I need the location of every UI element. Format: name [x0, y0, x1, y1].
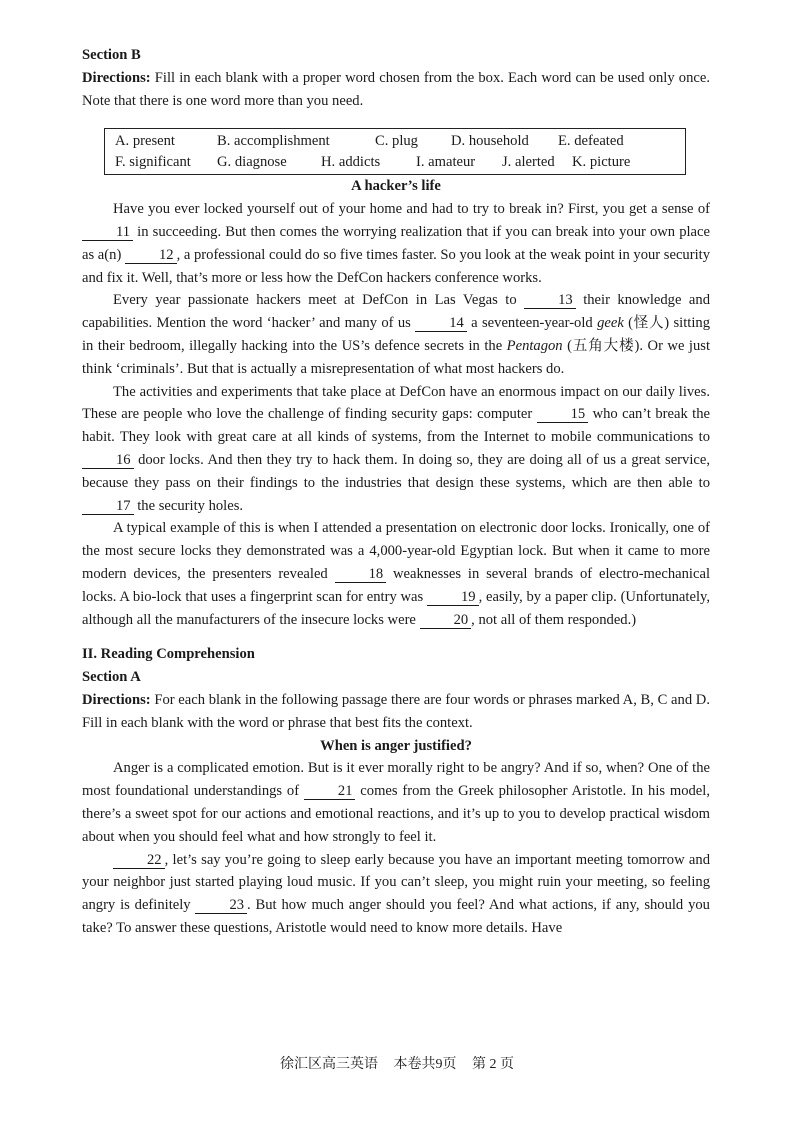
paragraph: 22 , let’s say you’re going to sleep early because you have an important meeting tomorrow and your neighbor just started playing loud music. If you can’t sleep, you might ruin your meeting, so feeling angry is definitely 23 . But how much anger should you feel? And what actions, if any, should you take? To answer these questions, Aristotle would need to know more details. Have	[82, 851, 710, 936]
blank-13[interactable]: 13	[524, 292, 576, 309]
paragraph: Anger is a complicated emotion. But is it ever morally right to be angry? And if so, when? One of the most foundational understandings of 21 comes from the Greek philosopher Aristotle. In his model, there’s a sweet spot for our actions and emotional reactions, and it’s up to you to develop practical wisdom about when you should feel what and how strongly to feel it.	[82, 760, 710, 845]
passage-title-hacker: A hacker’s life	[351, 178, 441, 195]
directions-label: Directions:	[82, 691, 151, 708]
section-b-title: Section B	[82, 47, 141, 63]
word-option: G. diagnose	[217, 154, 287, 171]
word-option: E. defeated	[558, 133, 624, 150]
reading-heading: II. Reading Comprehension	[82, 646, 255, 663]
page-footer	[0, 1054, 794, 1077]
blank-19[interactable]: 19	[427, 589, 479, 606]
paragraph: A typical example of this is when I attended a presentation on electronic door locks. Ironically, one of the most secure locks they demonstrated was a 4,000-year-old Egyptian lock. But when it came to more modern devices, the presenters revealed 18 weaknesses in several brands of electro-mechanical locks. A bio-lock that uses a fingerprint scan for entry was 19 , easily, by a paper clip. (Unfortunately, although all the manufacturers of the insecure locks were 20 , not all of them responded.)	[82, 520, 710, 628]
word-box-row-2	[115, 152, 685, 173]
word-option: B. accomplishment	[217, 133, 330, 150]
word-option: J. alerted	[502, 154, 555, 171]
passage-title-anger: When is anger justified?	[320, 737, 472, 754]
section-a-title: Section A	[82, 669, 141, 686]
footer-pages-total: 本卷共9页	[393, 1057, 457, 1072]
paragraph: The activities and experiments that take place at DefCon have an enormous impact on our daily lives. These are people who love the challenge of finding security gaps: computer 15 who can’t break the habit. They look with great care at all kinds of systems, from the Internet to mobile communications to 16 door locks. And then they try to hack them. In doing so, they are doing all of us a great service, because they pass on their findings to the industries that design these systems, which are then able to 17 the security holes.	[82, 383, 710, 514]
directions-text: Fill in each blank with a proper word chosen from the box. Each word can be used only once. Note that there is one word more than you need.	[82, 69, 710, 109]
italic-geek: geek	[597, 315, 624, 332]
blank-17[interactable]: 17	[82, 498, 134, 515]
paragraph: Every year passionate hackers meet at DefCon in Las Vegas to 13 their knowledge and capabilities. Mention the word ‘hacker’ and many of us 14 a seventeen-year-old geek (怪人) sitting in their bedroom, illegally hacking into the US’s defence secrets in the Pentagon (五角大楼). Or we just think ‘criminals’. But that is actually a misrepresentation of what most hackers do.	[82, 292, 711, 377]
blank-22[interactable]: 22	[113, 852, 165, 869]
italic-pentagon: Pentagon	[506, 337, 563, 354]
word-option: F. significant	[115, 154, 191, 171]
word-option: C. plug	[375, 133, 418, 150]
blank-15[interactable]: 15	[537, 406, 589, 423]
word-box-row-1	[115, 131, 685, 152]
directions-label: Directions:	[82, 69, 151, 86]
word-option: K. picture	[572, 154, 631, 171]
word-option: A. present	[115, 133, 175, 150]
blank-12[interactable]: 12	[125, 247, 177, 264]
blank-18[interactable]: 18	[335, 566, 387, 583]
section-b-directions	[82, 67, 710, 113]
blank-21[interactable]: 21	[304, 783, 356, 800]
word-option: H. addicts	[321, 154, 381, 171]
word-box	[104, 128, 686, 175]
blank-14[interactable]: 14	[415, 315, 467, 332]
paragraph: Have you ever locked yourself out of your home and had to try to break in? First, you get a sense of 11 in succeeding. But then comes the worrying realization that if you can break into your own place as a(n) 12 , a professional could do so five times faster. So you look at the weak point in your security and fix it. Well, that’s more or less how the DefCon hackers conference works.	[82, 201, 710, 286]
blank-11[interactable]: 11	[82, 224, 133, 241]
footer-page-number: 第 2 页	[472, 1057, 514, 1072]
exam-page	[82, 44, 710, 940]
word-option: D. household	[451, 133, 529, 150]
blank-23[interactable]: 23	[195, 897, 247, 914]
blank-16[interactable]: 16	[82, 452, 134, 469]
footer-district: 徐汇区高三英语	[280, 1057, 378, 1072]
section-a-directions	[82, 689, 710, 735]
blank-20[interactable]: 20	[420, 612, 472, 629]
directions-text: For each blank in the following passage there are four words or phrases marked A, B, C and D. Fill in each blank with the word or phrase that best fits the context.	[82, 691, 710, 731]
word-option: I. amateur	[416, 154, 476, 171]
